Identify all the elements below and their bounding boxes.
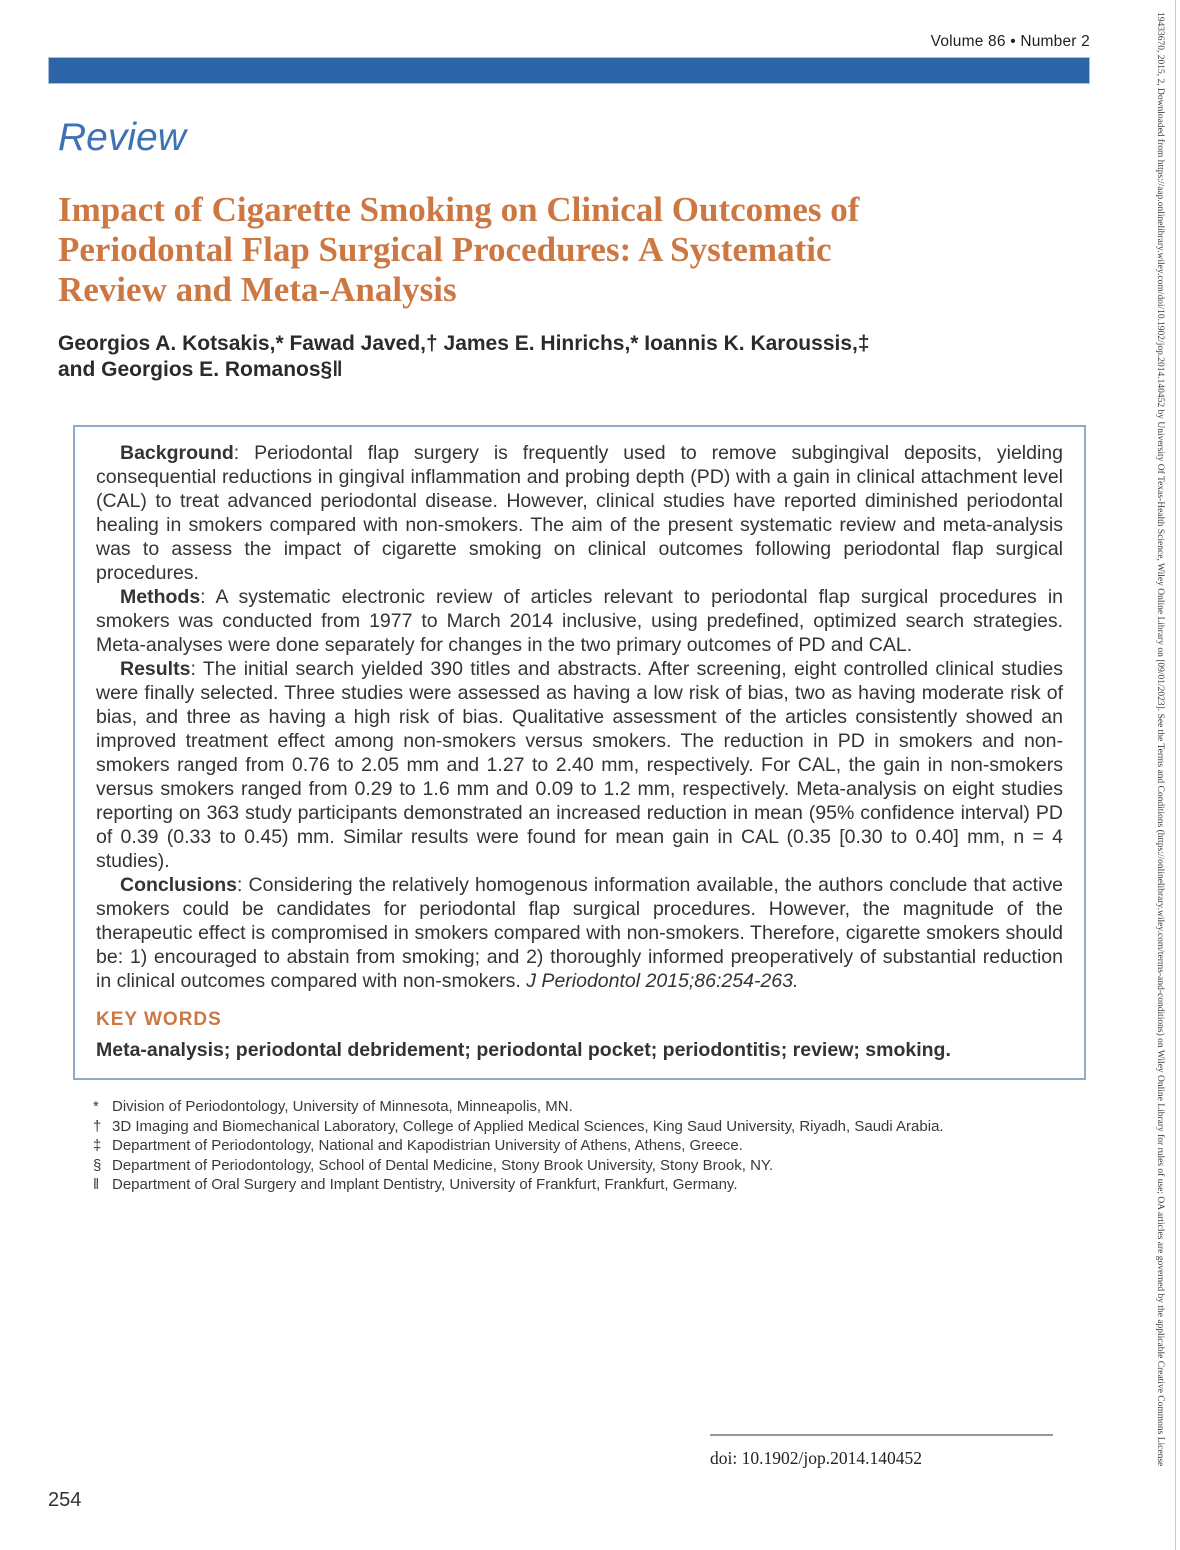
doi-text: doi: 10.1902/jop.2014.140452 (710, 1448, 922, 1468)
abstract-box (73, 425, 1086, 1080)
abstract-text-conclusions: : Considering the relatively homogenous information available, the authors conclude that active smokers could be candidates for periodontal flap surgical procedures. However, the magnitude of the therapeutic effect is compromised in smokers compared with non-smokers. Therefore, cigarette smokers should be: 1) encouraged to abstain from smoking; and 2) thoroughly informed preoperatively of substantial reduction in clinical outcomes compared with non-smokers. (96, 874, 1063, 992)
footnote-5 (93, 1175, 1013, 1195)
section-label: Review (58, 116, 186, 159)
footnote-3-symbol: ‡ (93, 1137, 102, 1154)
doi-block (710, 1434, 1053, 1469)
footnote-2-symbol: † (93, 1117, 102, 1135)
author-list (58, 331, 1058, 383)
footnote-4-text: Department of Periodontology, School of Dental Medicine, Stony Brook University, Stony Brook, NY. (112, 1156, 774, 1174)
keywords-list: Meta-analysis; periodontal debridement; periodontal pocket; periodontitis; review; smoking. (96, 1039, 951, 1061)
abstract-label-conclusions: Conclusions (120, 874, 238, 896)
article-title-line-3: Review and Meta-Analysis (58, 270, 457, 309)
footnote-1-symbol: * (93, 1098, 99, 1115)
abstract-text-results: : The initial search yielded 390 titles and abstracts. After screening, eight controlled clinical studies were finally selected. Three studies were assessed as having a low risk of bias, two as having moderate risk of bias, and three as having a high risk of bias. Qualitative assessment of the articles consistently showed an improved treatment effect among non-smokers versus smokers. The reduction in PD in smokers and non-smokers ranged from 0.76 to 2.05 mm and 1.27 to 2.40 mm, respectively. For CAL, the gain in non-smokers versus smokers ranged from 0.29 to 1.6 mm and 0.09 to 1.2 mm, respectively. Meta-analysis on eight studies reporting on 363 study participants demonstrated an increased reduction in mean (95% confidence interval) PD of 0.39 (0.33 to 0.45) mm. Similar results were found for mean gain in CAL (0.35 [0.30 to 0.40] mm, n = 4 studies). (96, 658, 1063, 872)
footnote-5-text: Department of Oral Surgery and Implant Dentistry, University of Frankfurt, Frankfurt, Germany. (112, 1176, 738, 1193)
abstract-text-background: : Periodontal flap surgery is frequently used to remove subgingival deposits, yielding consequential reductions in gingival inflammation and probing depth (PD) with a gain in clinical attachment level (CAL) to treat advanced periodontal disease. However, clinical studies have reported diminished periodontal healing in smokers compared with non-smokers. The aim of the present systematic review and meta-analysis was to assess the impact of cigarette smoking on clinical outcomes following periodontal flap surgical procedures. (96, 442, 1063, 584)
journal-issue: Volume 86 • Number 2 (930, 33, 1090, 50)
abstract-label-methods: Methods (120, 586, 201, 608)
page-number: 254 (48, 1489, 82, 1511)
abstract-paragraph-background (96, 441, 1063, 585)
footnote-1-text: Division of Periodontology, University of Minnesota, Minneapolis, MN. (112, 1098, 573, 1115)
footnote-2 (93, 1117, 1013, 1137)
footnote-3-text: Department of Periodontology, National and Kapodistrian University of Athens, Athens, Greece. (112, 1137, 743, 1154)
article-title (58, 190, 1058, 310)
article-title-line-2: Periodontal Flap Surgical Procedures: A Systematic (58, 230, 832, 269)
footnote-5-symbol: ‖ (93, 1176, 100, 1193)
abstract-label-results: Results (120, 658, 191, 680)
header-rule-bar (48, 57, 1090, 84)
abstract-paragraph-methods (96, 585, 1063, 657)
footnote-4-symbol: § (93, 1156, 102, 1174)
keywords-heading: KEY WORDS (96, 1009, 222, 1030)
journal-citation: J Periodontol 2015;86:254-263. (526, 970, 799, 992)
affiliation-footnotes (93, 1097, 1013, 1195)
download-attribution-sidebar: 19433670, 2015, 2, Downloaded from https://aap.onlinelibrary.wiley.com/doi/10.1902/jop.2014.140452 by University Of Texas-Health Science, Wiley Online Library on [09/01/2023]. See the Terms and Conditions (https://onlinelibrary.wiley.com/terms-and-conditions) on Wiley Online Library for rules of use; OA articles are governed by the applicable Creative Commons License (1155, 12, 1165, 1467)
abstract-label-background: Background (120, 442, 234, 464)
doi-divider (710, 1434, 1053, 1436)
article-title-line-1: Impact of Cigarette Smoking on Clinical Outcomes of (58, 190, 860, 229)
author-list-line-2: and Georgios E. Romanos§‖ (58, 358, 343, 381)
author-list-line-1: Georgios A. Kotsakis,* Fawad Javed,† James E. Hinrichs,* Ioannis K. Karoussis,‡ (58, 332, 870, 355)
footnote-1 (93, 1097, 1013, 1117)
footnote-3 (93, 1136, 1013, 1156)
footnote-2-text: 3D Imaging and Biomechanical Laboratory, College of Applied Medical Sciences, King Saud University, Riyadh, Saudi Arabia. (112, 1117, 944, 1135)
page-edge-divider (1175, 0, 1176, 1550)
footnote-4 (93, 1156, 1013, 1176)
abstract-paragraph-conclusions (96, 873, 1063, 993)
abstract-paragraph-results (96, 657, 1063, 873)
abstract-text-methods: : A systematic electronic review of articles relevant to periodontal flap surgical procedures in smokers was conducted from 1977 to March 2014 inclusive, using predefined, optimized search strategies. Meta-analyses were done separately for changes in the two primary outcomes of PD and CAL. (96, 586, 1063, 656)
